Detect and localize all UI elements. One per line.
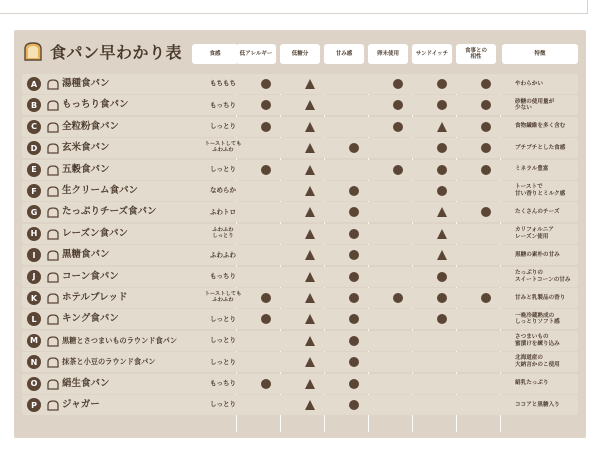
triangle-mark <box>437 229 447 239</box>
feature-cell: 黒糖の素朴の甘み <box>515 251 560 258</box>
rating-cell <box>422 224 462 244</box>
bread-variety-icon <box>46 313 60 326</box>
triangle-mark <box>305 122 315 132</box>
rating-cell <box>466 224 506 244</box>
circle-mark <box>437 79 447 89</box>
header-meal-pairing: 食事との 相性 <box>456 44 496 64</box>
circle-mark <box>393 122 403 132</box>
bread-name: たっぷりチーズ食パン <box>62 206 157 218</box>
feature-cell: カリフォルニア レーズン使用 <box>515 227 554 240</box>
texture-cell: しっとり <box>210 122 236 131</box>
rating-cell <box>290 352 330 372</box>
triangle-mark <box>305 314 315 324</box>
rating-cell <box>334 288 374 308</box>
rating-cell <box>246 117 286 137</box>
rating-cell <box>422 374 462 394</box>
rating-cell <box>246 288 286 308</box>
triangle-mark <box>305 165 315 175</box>
rating-cell <box>422 138 462 158</box>
feature-cell: 砂糖の使用量が 少ない <box>515 98 555 112</box>
rating-cell <box>334 160 374 180</box>
rating-cell <box>378 395 418 415</box>
texture-cell: もっちり <box>210 272 236 281</box>
circle-mark <box>349 293 359 303</box>
bread-variety-icon <box>46 335 60 348</box>
circle-mark <box>481 79 491 89</box>
circle-mark <box>481 122 491 132</box>
rating-cell <box>378 309 418 329</box>
rating-cell <box>246 331 286 351</box>
rating-cell <box>466 352 506 372</box>
circle-mark <box>349 250 359 260</box>
rating-cell <box>246 95 286 115</box>
circle-mark <box>349 357 359 367</box>
bread-variety-icon <box>46 292 60 305</box>
rating-cell <box>246 160 286 180</box>
rating-cell <box>290 288 330 308</box>
row-letter-badge: G <box>27 205 41 219</box>
circle-mark <box>349 400 359 410</box>
rating-cell <box>422 160 462 180</box>
table-row <box>22 331 578 351</box>
rating-cell <box>290 117 330 137</box>
rating-cell <box>378 138 418 158</box>
rating-cell <box>422 288 462 308</box>
rating-cell <box>290 374 330 394</box>
row-letter-badge: B <box>27 98 41 112</box>
circle-mark <box>481 165 491 175</box>
circle-mark <box>349 314 359 324</box>
circle-mark <box>261 165 271 175</box>
rating-cell <box>466 74 506 94</box>
rating-cell <box>378 224 418 244</box>
rating-cell <box>378 202 418 222</box>
feature-cell: たくさんのチーズ <box>515 209 560 216</box>
texture-cell: ふわふわ <box>210 250 236 259</box>
texture-cell: トーストしても ふわふわ <box>204 291 242 303</box>
rating-cell <box>290 181 330 201</box>
feature-cell: さつまいもの 蜜漬けを練り込み <box>515 334 560 347</box>
texture-cell: もっちり <box>210 100 236 109</box>
bread-variety-icon <box>46 164 60 177</box>
rating-cell <box>378 160 418 180</box>
circle-mark <box>437 314 447 324</box>
rating-cell <box>422 331 462 351</box>
rating-cell <box>422 117 462 137</box>
row-letter-badge: A <box>27 77 41 91</box>
rating-cell <box>466 138 506 158</box>
feature-cell: ミネラル豊富 <box>515 166 549 173</box>
texture-cell: なめらか <box>210 186 236 195</box>
header-feature: 特徴 <box>502 44 578 64</box>
bread-name: ジャガー <box>62 399 100 410</box>
bread-variety-icon <box>46 271 60 284</box>
rating-cell <box>246 202 286 222</box>
rating-cell <box>466 309 506 329</box>
circle-mark <box>481 207 491 217</box>
rating-cell <box>378 181 418 201</box>
top-frame-line <box>0 0 588 14</box>
bread-name: 五穀食パン <box>62 163 110 175</box>
rating-cell <box>378 352 418 372</box>
circle-mark <box>437 143 447 153</box>
circle-mark <box>481 293 491 303</box>
rating-cell <box>466 95 506 115</box>
rating-cell <box>466 117 506 137</box>
rating-cell <box>290 309 330 329</box>
rating-cell <box>290 74 330 94</box>
rating-cell <box>334 245 374 265</box>
rating-cell <box>290 395 330 415</box>
table-row <box>22 309 578 329</box>
row-letter-badge: K <box>27 291 41 305</box>
table-row <box>22 352 578 372</box>
table-row <box>22 95 578 115</box>
rating-cell <box>290 202 330 222</box>
chart-title <box>22 36 200 66</box>
rating-cell <box>378 374 418 394</box>
bread-variety-icon <box>46 142 60 155</box>
table-row <box>22 160 578 180</box>
rating-cell <box>290 267 330 287</box>
triangle-mark <box>305 229 315 239</box>
texture-cell: もっちり <box>210 379 236 388</box>
circle-mark <box>349 207 359 217</box>
rating-cell <box>378 95 418 115</box>
rating-cell <box>246 181 286 201</box>
circle-mark <box>393 79 403 89</box>
texture-cell: しっとり <box>210 400 236 409</box>
table-row <box>22 245 578 265</box>
triangle-mark <box>305 100 315 110</box>
table-row <box>22 395 578 415</box>
table-row <box>22 74 578 94</box>
rating-cell <box>290 224 330 244</box>
bread-variety-icon <box>46 399 60 412</box>
circle-mark <box>437 100 447 110</box>
circle-mark <box>261 314 271 324</box>
bread-name: 玄米食パン <box>62 142 110 154</box>
feature-cell: 一晩冷蔵熟成の しっとりソフト感 <box>515 312 560 326</box>
bread-variety-icon <box>46 99 60 112</box>
bread-name: 抹茶と小豆のラウンド食パン <box>62 357 156 367</box>
feature-cell: プチプチとした食感 <box>515 144 566 151</box>
rating-cell <box>334 374 374 394</box>
rating-cell <box>246 374 286 394</box>
feature-cell: やわらかい <box>515 80 543 87</box>
bread-name: 全粒粉食パン <box>62 120 120 132</box>
bread-name: キング食パン <box>62 313 119 325</box>
rating-cell <box>378 74 418 94</box>
circle-mark <box>437 165 447 175</box>
bread-name: もっちり食パン <box>62 99 129 111</box>
table-row <box>22 117 578 137</box>
circle-mark <box>481 100 491 110</box>
rating-cell <box>422 181 462 201</box>
rating-cell <box>290 331 330 351</box>
row-letter-badge: C <box>27 120 41 134</box>
rating-cell <box>246 267 286 287</box>
bread-name: 生クリーム食パン <box>62 185 139 196</box>
texture-cell: ふわトロ <box>210 207 236 216</box>
circle-mark <box>261 100 271 110</box>
rating-cell <box>334 202 374 222</box>
feature-cell: 食物繊維を多く含む <box>515 123 566 130</box>
rating-cell <box>466 245 506 265</box>
circle-mark <box>349 272 359 282</box>
circle-mark <box>349 186 359 196</box>
feature-cell: ココアと黒糖入り <box>515 401 560 408</box>
rating-cell <box>334 138 374 158</box>
table-row <box>22 288 578 308</box>
triangle-mark <box>305 250 315 260</box>
circle-mark <box>261 293 271 303</box>
rating-cell <box>290 138 330 158</box>
bread-name: 黒糖とさつまいものラウンド食パン <box>62 335 178 345</box>
row-letter-badge: D <box>27 141 41 155</box>
rating-cell <box>466 160 506 180</box>
bread-variety-icon <box>46 356 60 369</box>
rating-cell <box>290 160 330 180</box>
row-letter-badge: O <box>27 377 41 391</box>
bread-name: 絹生食パン <box>62 377 110 389</box>
rating-cell <box>422 74 462 94</box>
triangle-mark <box>305 293 315 303</box>
bread-name: 黒糖食パン <box>62 249 110 261</box>
rating-cell <box>334 331 374 351</box>
rating-cell <box>422 95 462 115</box>
bread-variety-icon <box>46 228 60 241</box>
triangle-mark <box>305 143 315 153</box>
rating-cell <box>422 202 462 222</box>
rating-cell <box>334 267 374 287</box>
table-row <box>22 374 578 394</box>
header-texture: 食感 <box>192 44 238 64</box>
rating-cell <box>334 352 374 372</box>
rating-cell <box>466 181 506 201</box>
row-letter-badge: H <box>27 227 41 241</box>
bread-name: コーン食パン <box>62 270 119 282</box>
triangle-mark <box>437 122 447 132</box>
row-letter-badge: E <box>27 163 41 177</box>
bread-name: ホテルブレッド <box>62 292 128 303</box>
circle-mark <box>349 143 359 153</box>
header-sweetness: 甘み感 <box>324 44 364 64</box>
rating-cell <box>246 138 286 158</box>
feature-cell: 甘みと乳製品の香り <box>515 294 566 301</box>
texture-cell: もちもち <box>210 79 236 88</box>
circle-mark <box>437 272 447 282</box>
header-low-sugar: 低糖分 <box>280 44 320 64</box>
feature-cell: たっぷりの スイートコーンの甘み <box>515 269 571 283</box>
rating-cell <box>334 95 374 115</box>
rating-cell <box>422 352 462 372</box>
rating-cell <box>290 245 330 265</box>
table-row <box>22 224 578 244</box>
texture-cell: しっとり <box>210 357 236 366</box>
circle-mark <box>393 165 403 175</box>
triangle-mark <box>437 207 447 217</box>
rating-cell <box>334 181 374 201</box>
rating-cell <box>246 245 286 265</box>
row-letter-badge: P <box>27 398 41 412</box>
rating-cell <box>422 245 462 265</box>
triangle-mark <box>305 400 315 410</box>
circle-mark <box>349 379 359 389</box>
circle-mark <box>437 293 447 303</box>
circle-mark <box>349 229 359 239</box>
rating-cell <box>422 267 462 287</box>
rating-cell <box>246 395 286 415</box>
rating-cell <box>466 374 506 394</box>
bread-variety-icon <box>46 206 60 219</box>
row-letter-badge: F <box>27 184 41 198</box>
circle-mark <box>261 379 271 389</box>
rating-cell <box>334 309 374 329</box>
rating-cell <box>378 331 418 351</box>
circle-mark <box>349 336 359 346</box>
bread-loaf-icon <box>22 40 44 62</box>
triangle-mark <box>305 79 315 89</box>
rating-cell <box>246 224 286 244</box>
circle-mark <box>393 100 403 110</box>
rating-cell <box>378 267 418 287</box>
row-letter-badge: M <box>27 334 41 348</box>
rating-cell <box>334 395 374 415</box>
page-title: 食パン早わかり表 <box>50 42 183 62</box>
bread-name: 湯種食パン <box>62 78 110 89</box>
rating-cell <box>466 267 506 287</box>
circle-mark <box>261 122 271 132</box>
rating-cell <box>378 288 418 308</box>
row-letter-badge: I <box>27 248 41 262</box>
table-row <box>22 138 578 158</box>
circle-mark <box>261 79 271 89</box>
triangle-mark <box>305 207 315 217</box>
row-letter-badge: L <box>27 312 41 326</box>
table-row <box>22 202 578 222</box>
rating-cell <box>378 117 418 137</box>
table-row <box>22 181 578 201</box>
triangle-mark <box>305 272 315 282</box>
rating-cell <box>378 245 418 265</box>
header-low-allergy: 低アレルギー <box>236 44 276 64</box>
triangle-mark <box>305 336 315 346</box>
rating-cell <box>290 95 330 115</box>
texture-cell: しっとり <box>210 314 236 323</box>
triangle-mark <box>437 250 447 260</box>
bread-variety-icon <box>46 249 60 262</box>
row-letter-badge: N <box>27 355 41 369</box>
rating-cell <box>466 331 506 351</box>
bread-variety-icon <box>46 78 60 91</box>
rating-cell <box>422 309 462 329</box>
table-row <box>22 267 578 287</box>
row-letter-badge: J <box>27 270 41 284</box>
bread-variety-icon <box>46 378 60 391</box>
bread-variety-icon <box>46 185 60 198</box>
texture-cell: しっとり <box>210 165 236 174</box>
circle-mark <box>437 186 447 196</box>
rating-cell <box>246 309 286 329</box>
feature-cell: 北海道産の 大納言かのこ使用 <box>515 355 560 369</box>
circle-mark <box>393 293 403 303</box>
rating-cell <box>466 202 506 222</box>
rating-cell <box>422 395 462 415</box>
header-egg-free: 卵未使用 <box>368 44 408 64</box>
bread-name: レーズン食パン <box>62 227 129 239</box>
texture-cell: トーストしても ふわふわ <box>204 141 242 154</box>
circle-mark <box>481 143 491 153</box>
bread-chart-board <box>14 30 586 438</box>
feature-cell: 絹乳たっぷり <box>515 380 549 387</box>
rating-cell <box>466 395 506 415</box>
rating-cell <box>334 74 374 94</box>
bread-variety-icon <box>46 121 60 134</box>
rating-cell <box>246 352 286 372</box>
triangle-mark <box>305 379 315 389</box>
triangle-mark <box>305 357 315 367</box>
texture-cell: ふわふわ しっとり <box>212 226 234 239</box>
texture-cell: しっとり <box>210 336 236 345</box>
header-sandwich: サンドイッチ <box>412 44 452 64</box>
triangle-mark <box>305 186 315 196</box>
rating-cell <box>246 74 286 94</box>
feature-cell: トーストで 甘い香りとミルク感 <box>515 184 566 197</box>
rating-cell <box>466 288 506 308</box>
rating-cell <box>334 224 374 244</box>
rating-cell <box>334 117 374 137</box>
